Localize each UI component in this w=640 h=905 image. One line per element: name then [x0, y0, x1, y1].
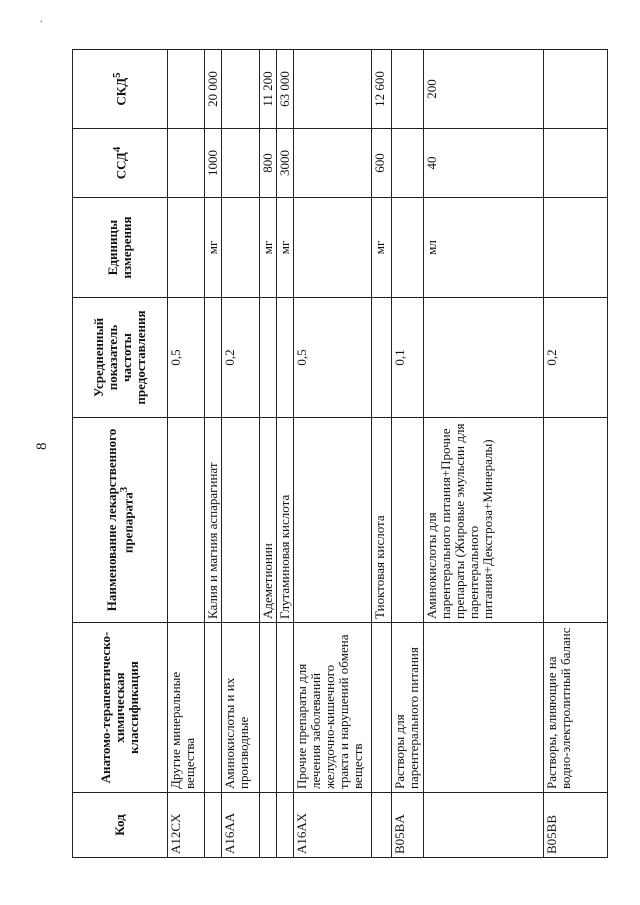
cell-unit — [168, 198, 205, 298]
cell-ssd: 600 — [372, 129, 392, 198]
cell-atc — [260, 623, 277, 793]
cell-ssd: 800 — [260, 129, 277, 198]
cell-ssd: 1000 — [205, 129, 222, 198]
page-number: 8 — [34, 442, 50, 450]
table-row — [222, 50, 260, 858]
table-row — [260, 50, 277, 858]
cell-skd — [544, 50, 608, 129]
header-skd: СКД$^5$ — [73, 50, 168, 129]
cell-ssd — [222, 129, 260, 198]
cell-atc: Растворы, влияющие на водно-электролитный баланс — [544, 623, 608, 793]
cell-atc — [277, 623, 294, 793]
cell-atc: Прочие препараты для лечения заболеваний желудочно-кишечного тракта и нарушений обмена веществ — [294, 623, 372, 793]
table-row — [294, 50, 372, 858]
table-header-row — [73, 50, 168, 858]
cell-unit — [392, 198, 424, 298]
cell-skd: 20 000 — [205, 50, 222, 129]
scan-mark: . — [40, 14, 43, 25]
cell-drug: Калия и магния аспарагинат — [205, 418, 222, 623]
cell-atc — [424, 623, 544, 793]
cell-drug — [222, 418, 260, 623]
cell-drug — [168, 418, 205, 623]
cell-frequency: 0,2 — [222, 298, 260, 418]
cell-ssd — [294, 129, 372, 198]
cell-ssd: 40 — [424, 129, 544, 198]
cell-unit: мг — [205, 198, 222, 298]
cell-atc: Аминокислоты и их производные — [222, 623, 260, 793]
cell-code: B05BB — [544, 793, 608, 858]
cell-unit — [222, 198, 260, 298]
cell-code: A16AX — [294, 793, 372, 858]
cell-drug: Аминокислоты для парентерального питания+Прочие препараты (Жировые эмульсии для парентерального питания+Декстроза+Минералы) — [424, 418, 544, 623]
cell-unit: мг — [277, 198, 294, 298]
cell-skd — [392, 50, 424, 129]
table-row — [424, 50, 544, 858]
cell-drug — [544, 418, 608, 623]
header-atc: Анатомо-терапевтическо-химическая классификация — [73, 623, 168, 793]
cell-drug — [294, 418, 372, 623]
cell-code — [260, 793, 277, 858]
table-row — [544, 50, 608, 858]
table-row — [277, 50, 294, 858]
cell-drug: Глутаминовая кислота — [277, 418, 294, 623]
cell-unit — [544, 198, 608, 298]
cell-code — [424, 793, 544, 858]
cell-skd: 11 200 — [260, 50, 277, 129]
cell-code: A12CX — [168, 793, 205, 858]
cell-code — [372, 793, 392, 858]
drug-table — [72, 49, 608, 858]
cell-ssd — [392, 129, 424, 198]
header-frequency: Усредненный показатель частоты предоставления — [73, 298, 168, 418]
cell-atc: Растворы для парентерального питания — [392, 623, 424, 793]
cell-code: A16AA — [222, 793, 260, 858]
cell-frequency — [372, 298, 392, 418]
cell-code — [205, 793, 222, 858]
cell-frequency: 0,5 — [294, 298, 372, 418]
cell-skd: 12 600 — [372, 50, 392, 129]
cell-code: B05BA — [392, 793, 424, 858]
cell-frequency — [205, 298, 222, 418]
cell-unit: мг — [260, 198, 277, 298]
header-unit: Единицы измерения — [73, 198, 168, 298]
cell-atc — [205, 623, 222, 793]
table-row — [392, 50, 424, 858]
cell-frequency — [277, 298, 294, 418]
header-drug: Наименование лекарственного препарата$^3$ — [73, 418, 168, 623]
cell-atc — [372, 623, 392, 793]
cell-frequency: 0,5 — [168, 298, 205, 418]
cell-skd — [168, 50, 205, 129]
cell-skd: 200 — [424, 50, 544, 129]
header-code: Код — [73, 793, 168, 858]
scan-mark: ' — [72, 416, 74, 427]
cell-frequency — [424, 298, 544, 418]
cell-unit: мл — [424, 198, 544, 298]
header-ssd: ССД$^4$ — [73, 129, 168, 198]
cell-skd — [294, 50, 372, 129]
cell-drug: Тиоктовая кислота — [372, 418, 392, 623]
cell-ssd: 3000 — [277, 129, 294, 198]
rotated-document — [72, 49, 608, 858]
cell-unit: мг — [372, 198, 392, 298]
cell-ssd — [544, 129, 608, 198]
cell-skd: 63 000 — [277, 50, 294, 129]
cell-frequency — [260, 298, 277, 418]
cell-frequency: 0,2 — [544, 298, 608, 418]
table-row — [372, 50, 392, 858]
cell-frequency: 0,1 — [392, 298, 424, 418]
cell-ssd — [168, 129, 205, 198]
cell-drug — [392, 418, 424, 623]
cell-skd — [222, 50, 260, 129]
cell-drug: Адеметионин — [260, 418, 277, 623]
cell-unit — [294, 198, 372, 298]
cell-atc: Другие минеральные вещества — [168, 623, 205, 793]
cell-code — [277, 793, 294, 858]
table-row — [168, 50, 205, 858]
table-row — [205, 50, 222, 858]
